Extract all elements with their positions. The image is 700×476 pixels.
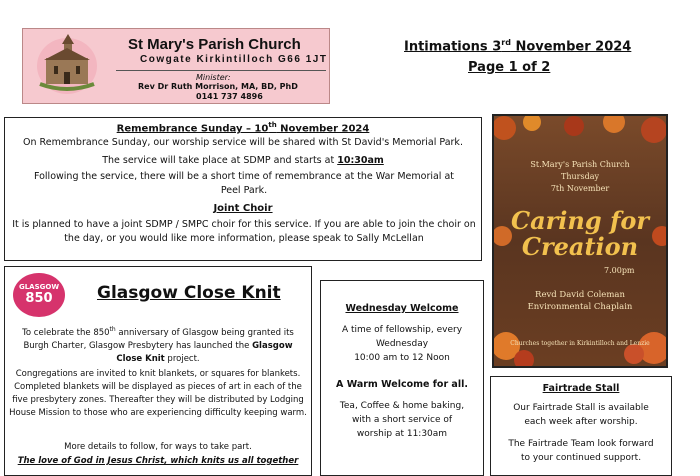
joint-choir-title: Joint Choir [213, 203, 273, 214]
church-phone: 0141 737 4896 [196, 92, 263, 101]
fairtrade-line-1: Our Fairtrade Stall is available [513, 403, 649, 413]
welcome-title: Wednesday Welcome [345, 303, 459, 314]
poster-date: 7th November [550, 184, 610, 193]
remembrance-line-1: On Remembrance Sunday, our worship service will be shared with St David's Memorial Park. [23, 137, 463, 148]
page-number: Page 1 of 2 [468, 60, 551, 75]
welcome-line-2: Wednesday [375, 339, 429, 349]
poster-time: 7.00pm [604, 266, 635, 275]
caring-for-creation-poster [492, 114, 668, 368]
glasgow-title: Glasgow Close Knit [97, 283, 281, 303]
church-name: St Mary's Parish Church [128, 36, 301, 53]
joint-choir-text: It is planned to have a joint SDMP / SMPC choir for this service. If you are able to join the choir on the day, or you would like more information, please speak to Sally McLellan [12, 219, 476, 244]
poster-role: Environmental Chaplain [527, 302, 633, 312]
welcome-line-1: A time of fellowship, every [341, 325, 463, 335]
glasgow-tagline: The love of God in Jesus Christ, which knits us all together [17, 456, 299, 466]
fairtrade-title: Fairtrade Stall [542, 383, 620, 394]
minister-label: Minister: [196, 73, 231, 82]
fairtrade-line-4: to your continued support. [520, 453, 642, 463]
fairtrade-line-2: each week after worship. [524, 417, 638, 427]
glasgow-paragraph-3: More details to follow, for ways to take part. [64, 442, 252, 452]
glasgow-paragraph-2: Congregations are invited to knit blankets, or squares for blankets. Completed blankets will be displayed as pieces of art in each of the five presbytery zones. Thereafter they will be distributed by Lodging House Mission to those who are experiencing difficulty keeping warm. [9, 369, 307, 418]
poster-footer: Churches together in Kirkintilloch and Lenzie [510, 340, 650, 347]
minister-name: Rev Dr Ruth Morrison, MA, BD, PhD [138, 82, 298, 91]
poster-title-line-2: Creation [521, 232, 639, 261]
glasgow-paragraph-1: To celebrate the 850th anniversary of Glasgow being granted its Burgh Charter, Glasgow Presbytery has launched the Glasgow Close Knit project. [22, 326, 294, 364]
poster-speaker: Revd David Coleman [535, 290, 625, 300]
welcome-line-5: with a short service of [351, 415, 453, 425]
welcome-bold-line: A Warm Welcome for all. [336, 379, 468, 390]
remembrance-title: Remembrance Sunday – 10th November 2024 [116, 121, 370, 135]
poster-title-line-1: Caring for [511, 206, 649, 235]
glasgow-850-logo: GLASGOW 850 [13, 273, 65, 317]
fairtrade-line-3: The Fairtrade Team look forward [508, 439, 654, 449]
poster-church: St.Mary's Parish Church [530, 160, 630, 169]
remembrance-line-2: The service will take place at SDMP and starts at 10:30am [102, 155, 384, 166]
welcome-line-4: Tea, Coffee & home baking, [339, 401, 465, 411]
poster-day: Thursday [561, 172, 599, 181]
fairtrade-stall-section [490, 376, 672, 476]
glasgow-close-knit-section [4, 266, 312, 476]
intimations-title: Intimations 3rd November 2024 [404, 38, 632, 55]
wednesday-welcome-section [320, 280, 484, 476]
welcome-line-3: 10:00 am to 12 Noon [354, 353, 450, 363]
remembrance-section [4, 117, 482, 261]
church-logo-image [32, 34, 102, 96]
welcome-line-6: worship at 11:30am [356, 429, 448, 439]
header-divider [116, 70, 326, 71]
remembrance-line-3: Following the service, there will be a short time of remembrance at the War Memorial at Peel Park. [33, 171, 455, 196]
church-address: Cowgate Kirkintilloch G66 1JT [140, 54, 328, 65]
